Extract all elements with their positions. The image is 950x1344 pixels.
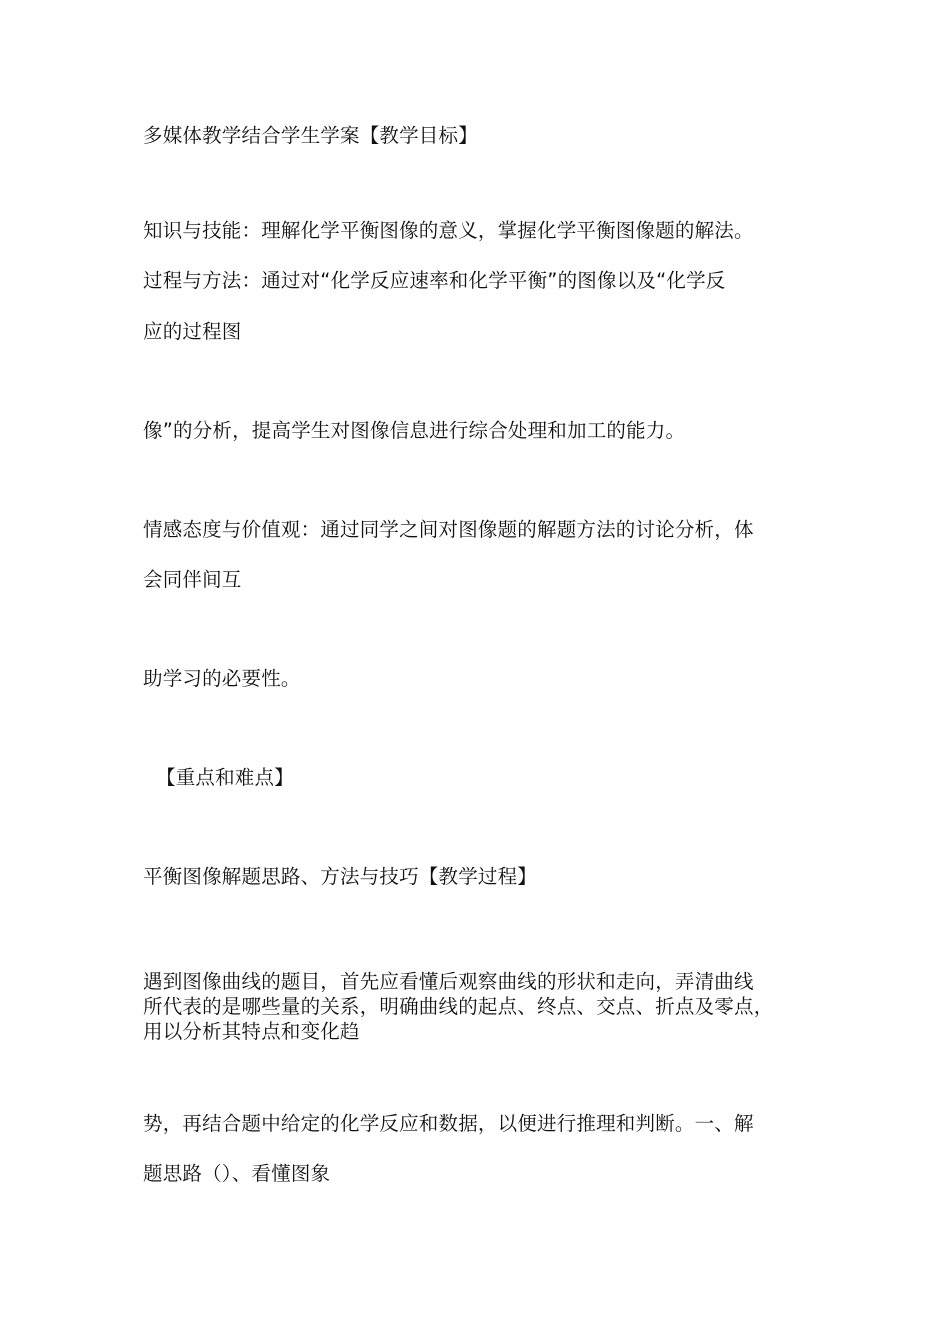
emotion-values-line-2: 会同伴间互 (143, 568, 242, 591)
emotion-values-line: 情感态度与价值观：通过同学之间对图像题的解题方法的讨论分析，体 (143, 518, 754, 541)
teaching-mode-line: 多媒体教学结合学生学案【教学目标】 (143, 124, 478, 147)
emotion-values-line-3: 助学习的必要性。 (143, 667, 301, 690)
process-method-line-2: 应的过程图 (143, 320, 242, 343)
key-points-heading: 【重点和难点】 (156, 766, 294, 789)
process-method-line-3: 像”的分析，提高学生对图像信息进行综合处理和加工的能力。 (143, 419, 686, 442)
body-paragraph-line-1: 遇到图像曲线的题目，首先应看懂后观察曲线的形状和走向，弄清曲线 (143, 970, 754, 993)
body-paragraph-line-2: 所代表的是哪些量的关系，明确曲线的起点、终点、交点、折点及零点， (143, 995, 774, 1018)
approach-line: 平衡图像解题思路、方法与技巧【教学过程】 (143, 865, 538, 888)
knowledge-skills-line: 知识与技能：理解化学平衡图像的意义，掌握化学平衡图像题的解法。 (143, 219, 754, 242)
body-paragraph-line-4: 势，再结合题中给定的化学反应和数据，以便进行推理和判断。一、解 (143, 1112, 754, 1135)
process-method-line: 过程与方法：通过对“化学反应速率和化学平衡”的图像以及“化学反 (143, 269, 726, 292)
body-paragraph-line-5: 题思路（）、看懂图象 (143, 1162, 331, 1185)
body-paragraph-line-3: 用以分析其特点和变化趋 (143, 1020, 360, 1043)
